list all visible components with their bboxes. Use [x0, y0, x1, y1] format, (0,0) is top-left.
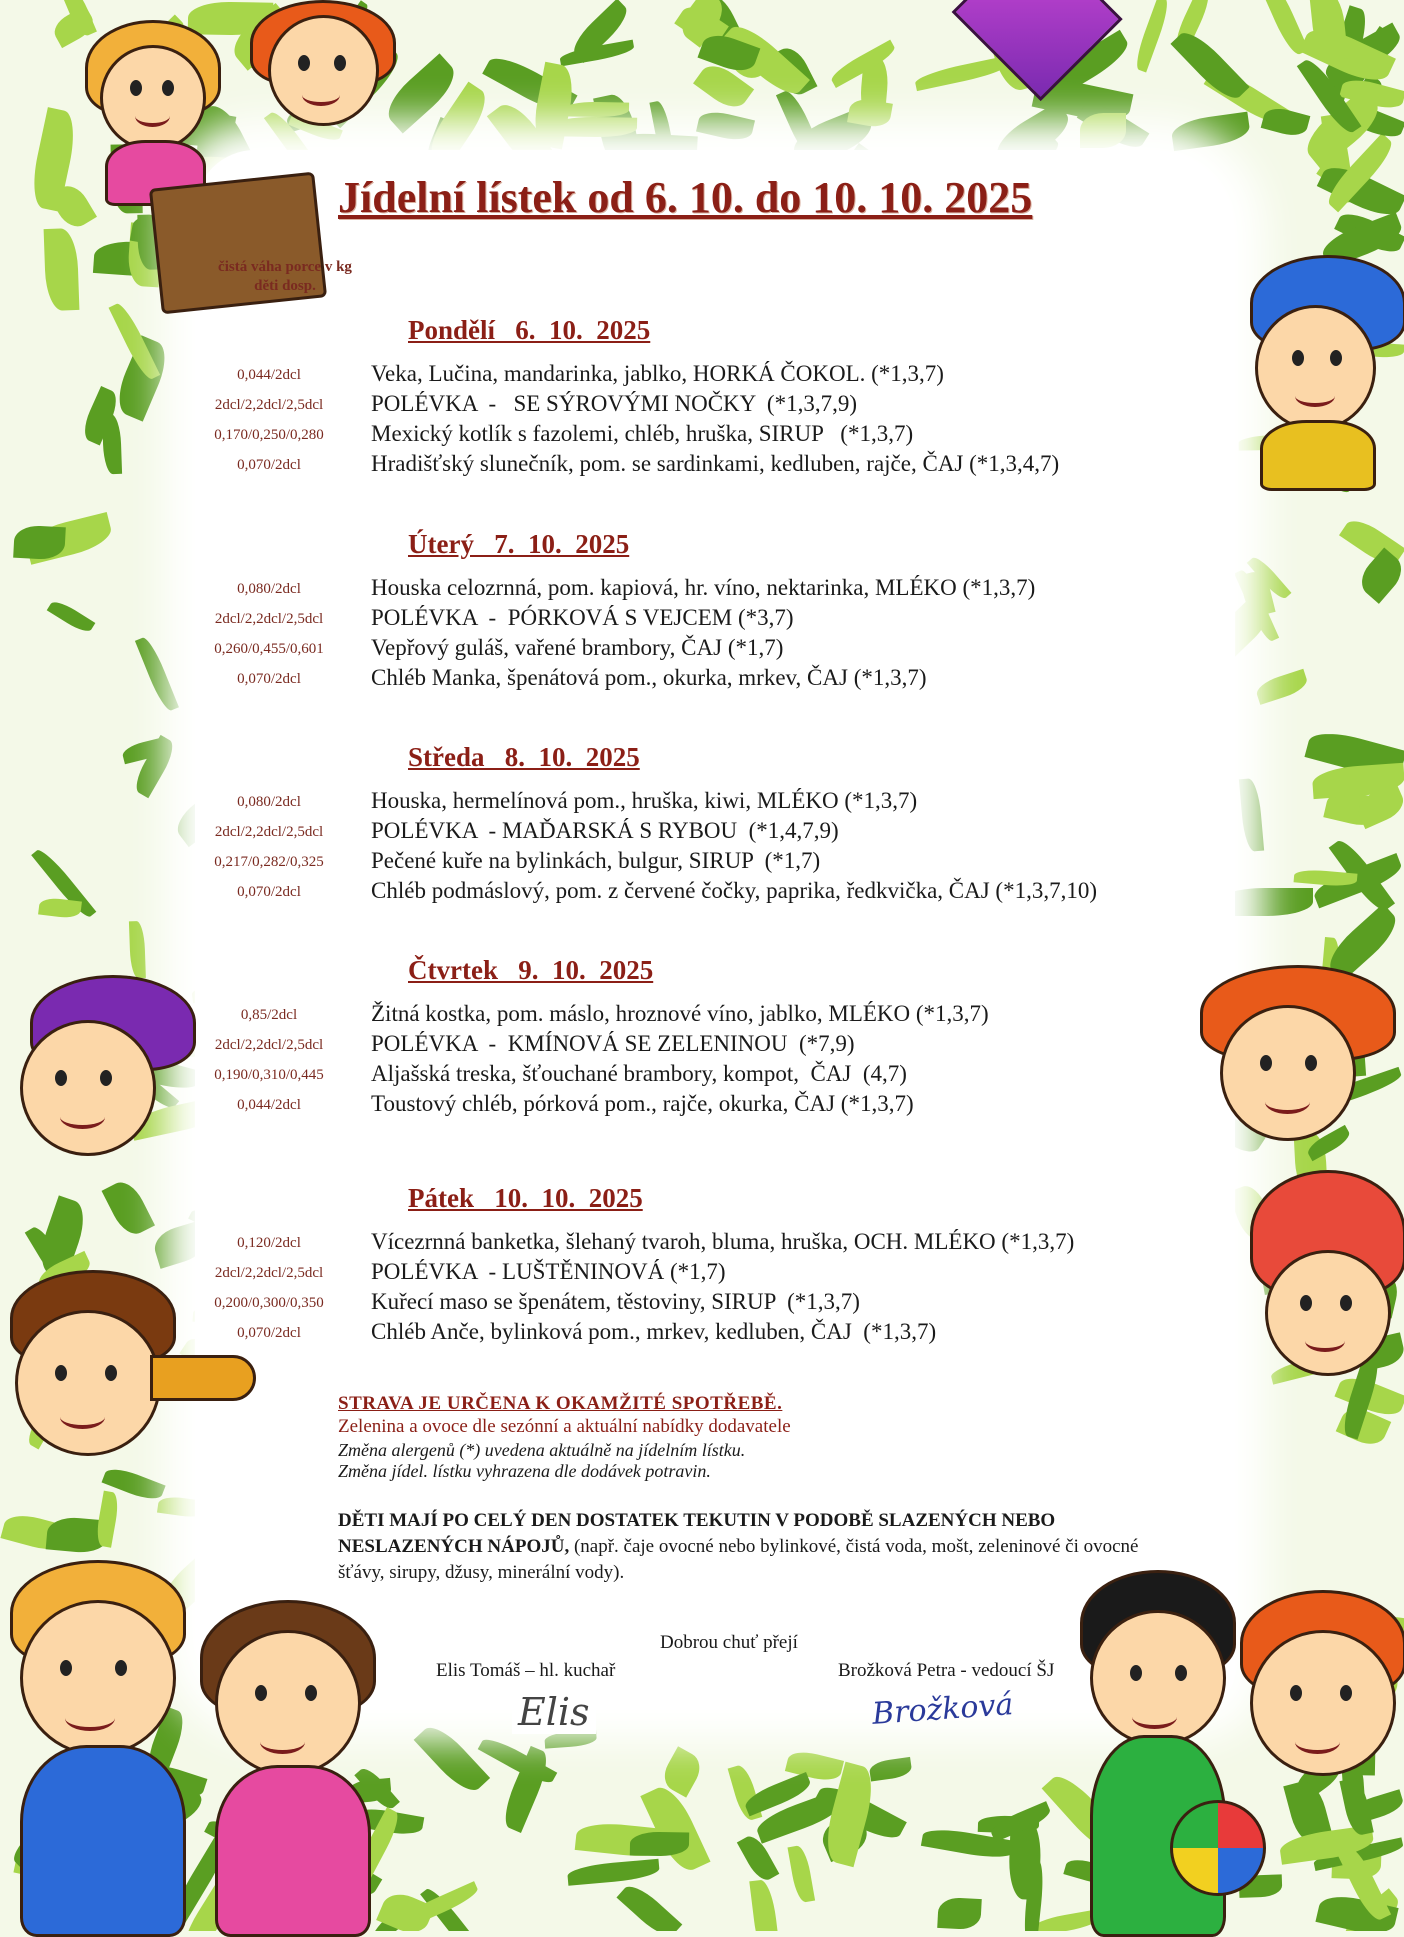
menu-row	[175, 848, 1235, 878]
meal-text: Kuřecí maso se špenátem, těstoviny, SIRUP (*1,3,7)	[371, 1289, 860, 1314]
menu-row	[175, 788, 1235, 818]
menu-row	[175, 1091, 1235, 1121]
portion-weight-legend	[200, 258, 370, 296]
portion-weight: 0,070/2dcl	[237, 671, 301, 687]
menu-row	[175, 1289, 1235, 1319]
meal-text: Chléb Anče, bylinková pom., mrkev, kedluben, ČAJ (*1,3,7)	[371, 1319, 937, 1344]
portion-weight: 2dcl/2,2dcl/2,5dcl	[214, 1265, 324, 1281]
menu-change-note: Změna jídel. lístku vyhrazena dle dodávek potravin.	[338, 1461, 711, 1481]
meal-text: Chléb podmáslový, pom. z červené čočky, paprika, ředkvička, ČAJ (*1,3,7,10)	[371, 878, 1098, 903]
enjoy-meal-wish: Dobrou chuť přejí	[660, 1632, 798, 1653]
portion-weight: 0,190/0,310/0,445	[214, 1067, 324, 1083]
leaf-shape	[630, 1831, 689, 1856]
leaf-shape	[1260, 105, 1310, 140]
leaf-shape	[696, 108, 755, 144]
vegetable-fruit-note: Zelenina a ovoce dle sezónní a aktuální nabídky dodavatele	[338, 1416, 791, 1437]
meal-text: Houska celozrnná, pom. kapiová, hr. víno, nektarinka, MLÉKO (*1,3,7)	[371, 575, 1036, 600]
leaf-shape	[1170, 111, 1251, 150]
leaf-shape	[1170, 26, 1249, 107]
meal-text: Pečené kuře na bylinkách, bulgur, SIRUP (*1,7)	[371, 848, 821, 873]
leaf-shape	[1133, 0, 1173, 73]
cartoon-girl-top-left	[80, 20, 230, 200]
leaf-shape	[101, 1177, 154, 1240]
portion-weight: 0,85/2dcl	[240, 1007, 298, 1023]
portion-weight: 0,170/0,250/0,280	[214, 427, 324, 443]
cartoon-jester-right	[1250, 1170, 1400, 1420]
leaf-shape	[1239, 778, 1265, 852]
leaf-shape	[937, 1897, 981, 1930]
menu-row	[175, 575, 1235, 605]
meal-text: Mexický kotlík s fazolemi, chléb, hruška, SIRUP (*1,3,7)	[371, 421, 914, 446]
menu-row	[175, 391, 1235, 421]
meal-text: Hradišťský slunečník, pom. se sardinkami, kedluben, rajče, ČAJ (*1,3,4,7)	[371, 451, 1060, 476]
day-heading-friday: Pátek 10. 10. 2025	[408, 1183, 643, 1213]
portion-weight: 0,217/0,282/0,325	[214, 854, 324, 870]
meal-text: POLÉVKA - PÓRKOVÁ S VEJCEM (*3,7)	[371, 605, 794, 630]
drinks-note-bold: DĚTI MAJÍ PO CELÝ DEN DOSTATEK TEKUTIN V PODOBĚ SLAZENÝCH NEBO NESLAZENÝCH NÁPOJŮ,	[338, 1510, 1056, 1557]
menu-row	[175, 1031, 1235, 1061]
leaf-shape	[94, 1491, 120, 1548]
menu-notes	[338, 1393, 1178, 1586]
leaf-shape	[46, 597, 95, 635]
meal-text: POLÉVKA - MAĎARSKÁ S RYBOU (*1,4,7,9)	[371, 818, 839, 843]
portion-weight: 2dcl/2,2dcl/2,5dcl	[214, 824, 324, 840]
meal-text: Žitná kostka, pom. máslo, hroznové víno, jablko, MLÉKO (*1,3,7)	[371, 1001, 989, 1026]
menu-row	[175, 421, 1235, 451]
menu-row	[175, 665, 1235, 695]
portion-weight: 0,200/0,300/0,350	[214, 1295, 324, 1311]
portion-weight: 0,080/2dcl	[237, 794, 301, 810]
consume-immediately-note: STRAVA JE URČENA K OKAMŽITÉ SPOTŘEBĚ.	[338, 1393, 783, 1414]
portion-weight: 0,070/2dcl	[237, 884, 301, 900]
meal-text: Toustový chléb, pórková pom., rajče, okurka, ČAJ (*1,3,7)	[371, 1091, 914, 1116]
meal-text: Aljašská treska, šťouchané brambory, kompot, ČAJ (4,7)	[371, 1061, 907, 1086]
menu-row	[175, 1259, 1235, 1289]
meal-text: Houska, hermelínová pom., hruška, kiwi, MLÉKO (*1,3,7)	[371, 788, 918, 813]
leaf-shape	[414, 1719, 490, 1798]
drinks-note	[338, 1508, 1178, 1586]
cartoon-boy-right-cap	[1230, 255, 1400, 485]
menu-row	[175, 878, 1235, 908]
day-heading-monday: Pondělí 6. 10. 2025	[408, 315, 651, 345]
cartoon-boy-top-left	[250, 0, 400, 170]
leaf-shape	[737, 1832, 780, 1885]
page-title: Jídelní lístek od 6. 10. do 10. 10. 2025	[338, 173, 1033, 222]
menu-row	[175, 635, 1235, 665]
portion-weight: 0,070/2dcl	[237, 1325, 301, 1341]
day-heading-wednesday: Středa 8. 10. 2025	[408, 742, 640, 772]
leaf-shape	[617, 1879, 683, 1931]
portion-weight: 0,080/2dcl	[237, 581, 301, 597]
day-heading-tuesday: Úterý 7. 10. 2025	[408, 529, 630, 559]
leaf-shape	[869, 1757, 913, 1781]
day-heading-thursday: Čtvrtek 9. 10. 2025	[408, 955, 654, 985]
menu-row	[175, 1061, 1235, 1091]
leaf-shape	[129, 921, 146, 978]
portion-weight: 0,070/2dcl	[237, 457, 301, 473]
menu-row	[175, 1229, 1235, 1259]
chef-name: Elis Tomáš – hl. kuchař	[436, 1660, 616, 1681]
ball-icon	[1170, 1800, 1266, 1896]
leaf-shape	[102, 414, 122, 475]
menu-row	[175, 451, 1235, 481]
leaf-shape	[750, 1879, 781, 1931]
leaf-shape	[135, 635, 179, 713]
trumpet-icon	[150, 1355, 256, 1401]
cartoon-kids-bottom-right	[1060, 1570, 1404, 1931]
meal-text: POLÉVKA - KMÍNOVÁ SE ZELENINOU (*7,9)	[371, 1031, 855, 1056]
meal-text: Chléb Manka, špenátová pom., okurka, mrkev, ČAJ (*1,3,7)	[371, 665, 927, 690]
drinks-note-detail: (např. čaje ovocné nebo bylinkové, čistá voda, mošt, zeleninové či ovocné šťávy, sirupy, džusy, minerální vody).	[338, 1536, 1139, 1583]
manager-signature: Brožková	[870, 1687, 1015, 1732]
menu-row	[175, 361, 1235, 391]
portion-weight: 2dcl/2,2dcl/2,5dcl	[214, 1037, 324, 1053]
portion-weight: 0,120/2dcl	[237, 1235, 301, 1251]
leaf-shape	[13, 525, 65, 560]
leaf-shape	[787, 1845, 814, 1904]
manager-name: Brožková Petra - vedoucí ŠJ	[838, 1660, 1055, 1681]
menu-row	[175, 1001, 1235, 1031]
menu-row	[175, 1319, 1235, 1349]
portion-weight: 2dcl/2,2dcl/2,5dcl	[214, 611, 324, 627]
portion-weight: 0,260/0,455/0,601	[214, 641, 324, 657]
cartoon-girl-left-purple-hat	[0, 975, 200, 1175]
menu-row	[175, 605, 1235, 635]
allergen-change-note: Změna alergenů (*) uvedena aktuálně na jídelním lístku.	[338, 1440, 746, 1460]
leaf-shape	[1254, 669, 1310, 705]
portion-weight: 0,044/2dcl	[237, 367, 301, 383]
portion-weight: 0,044/2dcl	[237, 1097, 301, 1113]
meal-text: Vícezrnná banketka, šlehaný tvaroh, bluma, hruška, OCH. MLÉKO (*1,3,7)	[371, 1229, 1075, 1254]
chef-signature: Elis	[512, 1690, 596, 1734]
menu-row	[175, 818, 1235, 848]
portion-weight: 2dcl/2,2dcl/2,5dcl	[214, 397, 324, 413]
leaf-shape	[45, 228, 80, 311]
leaf-shape	[566, 1859, 660, 1886]
leaf-shape	[1080, 113, 1127, 148]
meal-text: POLÉVKA - LUŠTĚNINOVÁ (*1,7)	[371, 1259, 726, 1284]
meal-text: Vepřový guláš, vařené brambory, ČAJ (*1,7)	[371, 635, 784, 660]
cartoon-kids-bottom-left	[0, 1560, 400, 1931]
meal-text: Veka, Lučina, mandarinka, jablko, HORKÁ ČOKOL. (*1,3,7)	[371, 361, 944, 386]
meal-text: POLÉVKA - SE SÝROVÝMI NOČKY (*1,3,7,9)	[371, 391, 857, 416]
legend-line-1: čistá váha porce v kg	[218, 259, 352, 275]
legend-line-2: děti dosp.	[254, 278, 316, 294]
